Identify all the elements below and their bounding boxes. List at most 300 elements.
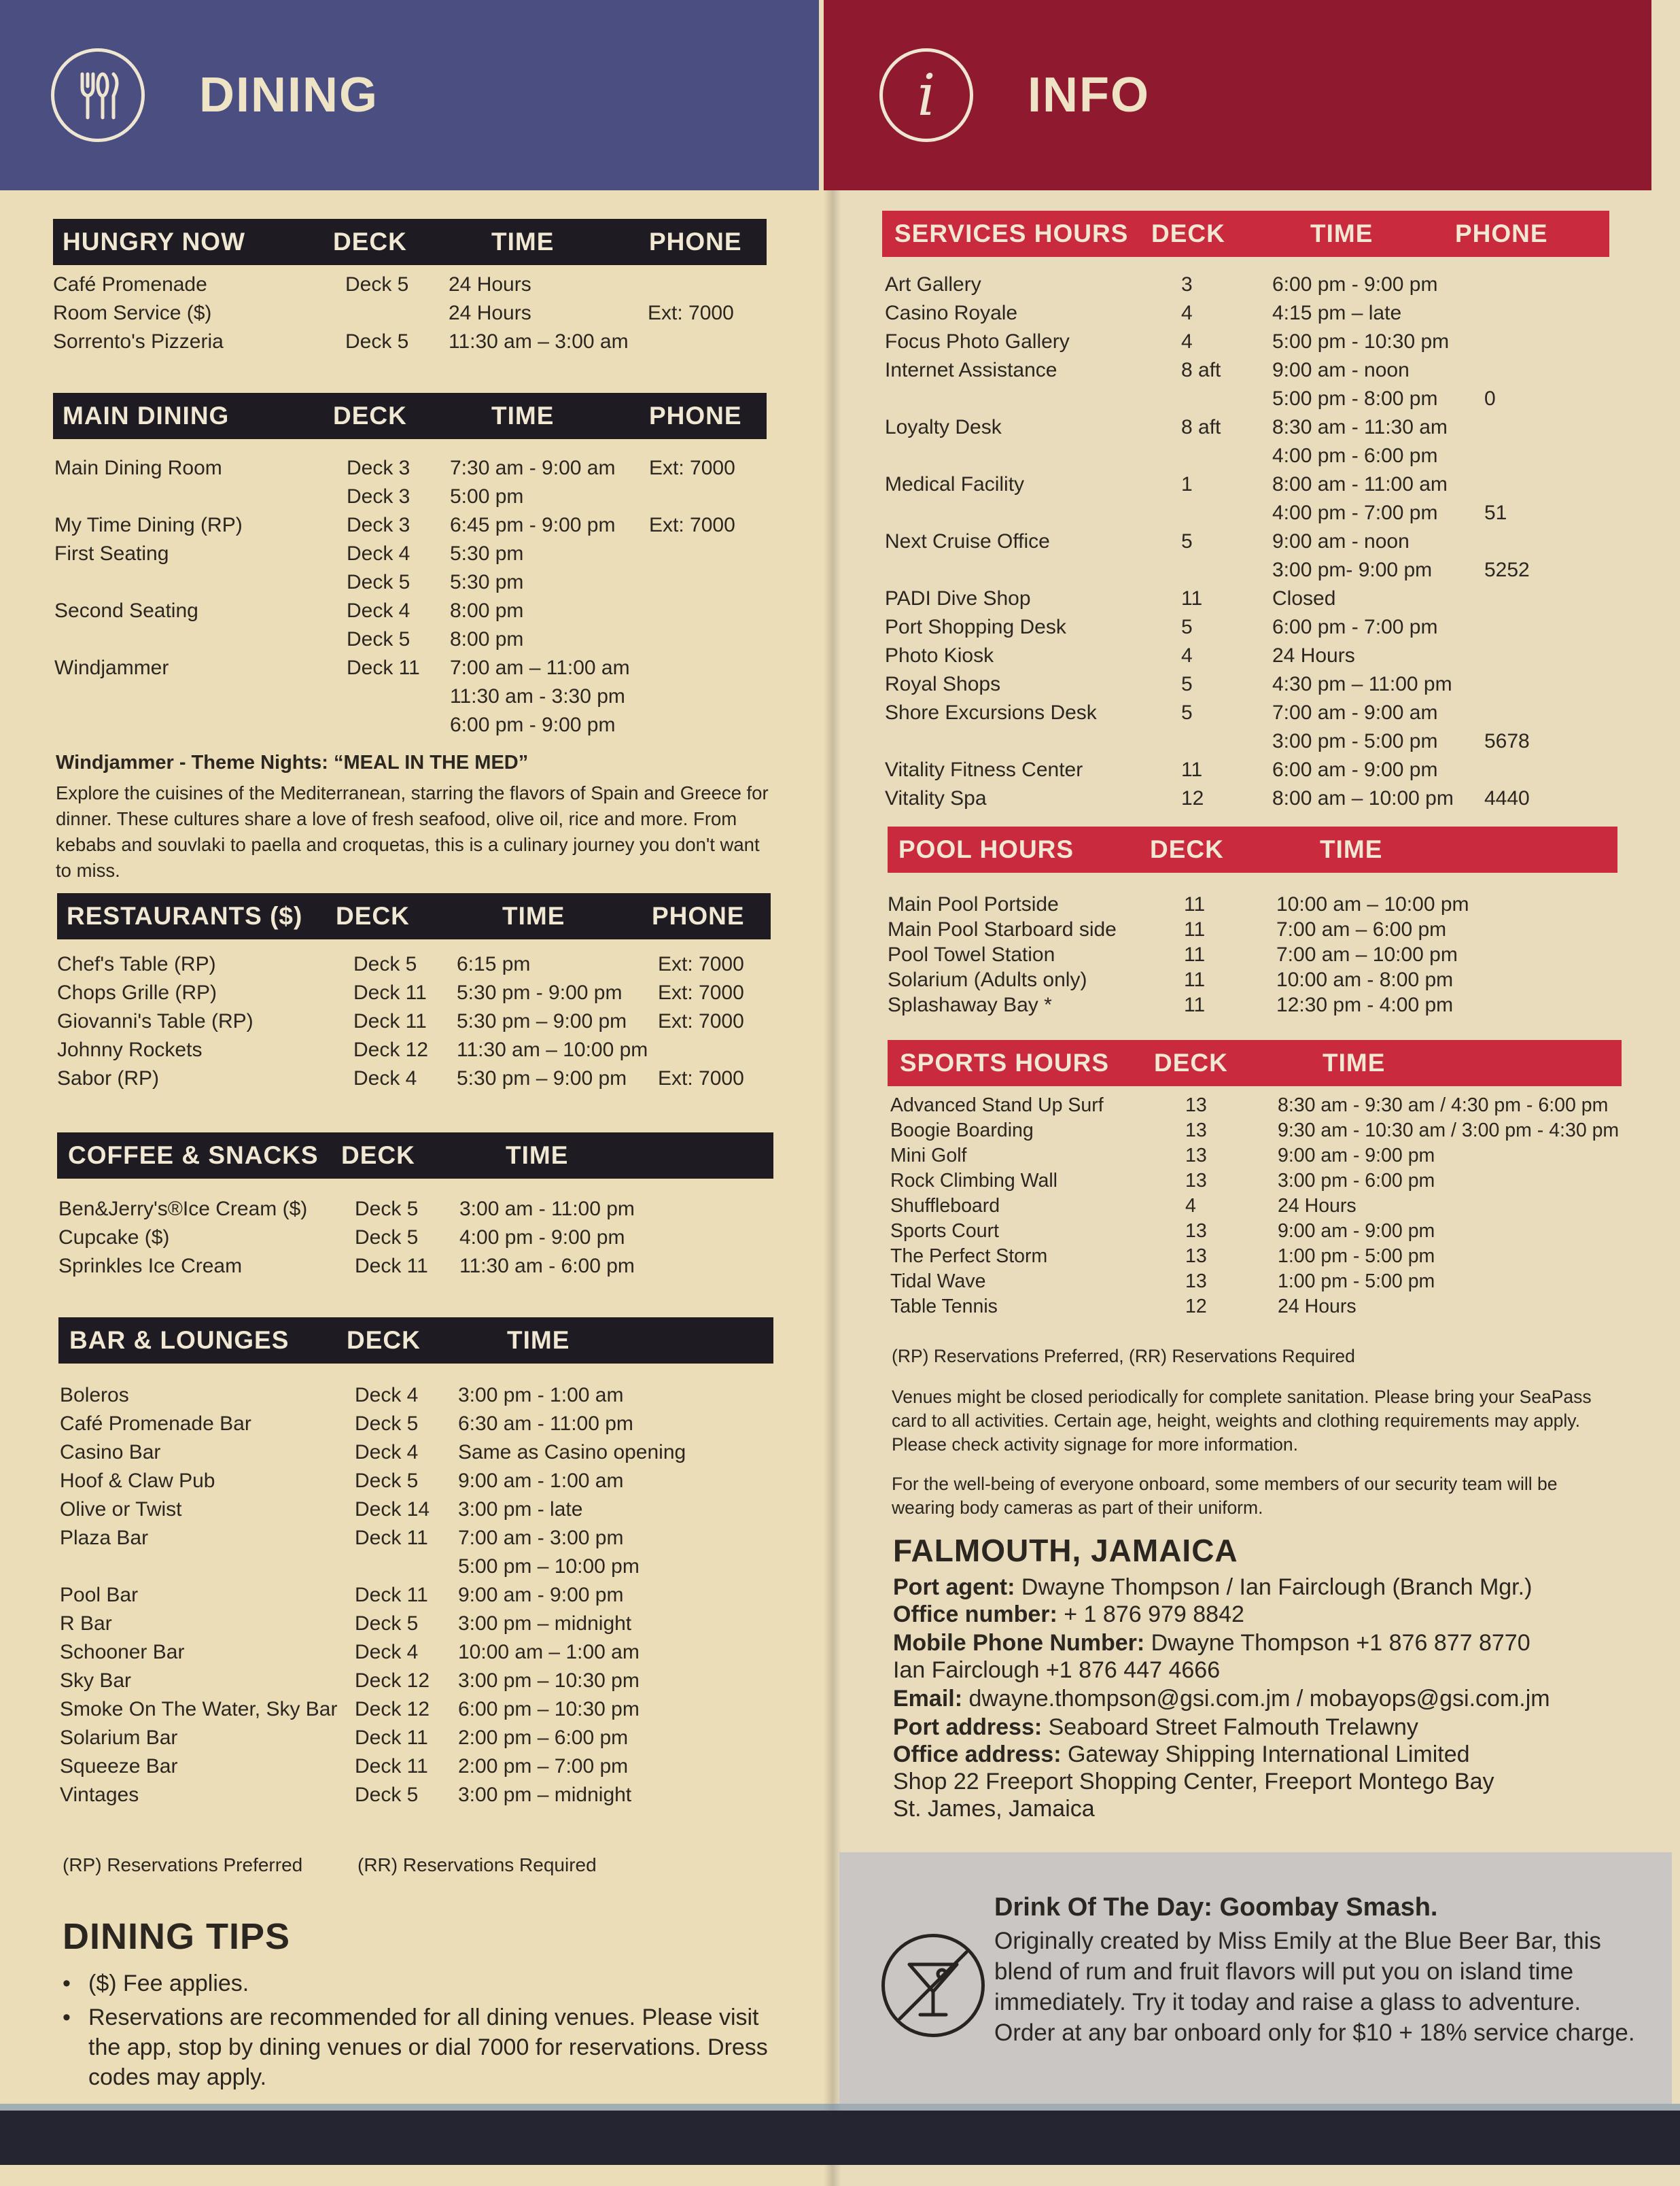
sport-name: Advanced Stand Up Surf (890, 1094, 1104, 1116)
service-phone: 5252 (1484, 559, 1530, 581)
sport-time: 3:00 pm - 6:00 pm (1278, 1170, 1435, 1192)
service-time: 4:00 pm - 6:00 pm (1272, 445, 1438, 467)
pool-time: 12:30 pm - 4:00 pm (1276, 994, 1454, 1016)
venue-name: Pool Bar (60, 1584, 139, 1606)
venue-deck: Deck 12 (355, 1669, 430, 1692)
venue-time: 11:30 am - 6:00 pm (459, 1255, 635, 1277)
venue-name: Schooner Bar (60, 1641, 185, 1663)
service-name: Internet Assistance (885, 359, 1057, 381)
table-row (885, 673, 1619, 700)
table-row (57, 1010, 777, 1037)
venue-name: Ben&Jerry's®Ice Cream ($) (58, 1198, 308, 1220)
venue-name: Johnny Rockets (57, 1039, 203, 1061)
port-address: Port address: Seaboard Street Falmouth Trelawny (893, 1714, 1418, 1740)
table-row (60, 1384, 780, 1411)
sport-deck: 13 (1185, 1220, 1207, 1242)
venue-deck: Deck 11 (355, 1255, 428, 1277)
cocktail-icon (881, 1934, 985, 2037)
pool-deck: 11 (1184, 893, 1206, 916)
venue-deck: Deck 5 (355, 1198, 419, 1220)
sport-time: 9:00 am - 9:00 pm (1278, 1145, 1435, 1166)
venue-phone: Ext: 7000 (658, 1067, 744, 1090)
sport-time: 9:30 am - 10:30 am / 3:00 pm - 4:30 pm (1278, 1120, 1620, 1141)
service-name: PADI Dive Shop (885, 587, 1031, 610)
table-row (890, 1245, 1624, 1272)
service-phone: 0 (1484, 387, 1496, 410)
venue-phone: Ext: 7000 (649, 514, 735, 536)
table-row (54, 685, 775, 712)
venue-name: Café Promenade (53, 273, 207, 296)
table-row (885, 730, 1619, 757)
venue-name: Cupcake ($) (58, 1226, 170, 1249)
venue-name: Sprinkles Ice Cream (58, 1255, 243, 1277)
bottom-strip (0, 2111, 1680, 2165)
service-phone: 4440 (1484, 787, 1530, 810)
service-deck: 4 (1181, 302, 1193, 324)
table-row (890, 1296, 1624, 1323)
venue-name: Smoke On The Water, Sky Bar (60, 1698, 338, 1720)
sport-deck: 13 (1185, 1245, 1207, 1267)
sport-deck: 4 (1185, 1195, 1196, 1217)
bars-header: BAR & LOUNGES DECK TIME (58, 1317, 773, 1364)
venue-time: 6:30 am - 11:00 pm (458, 1412, 633, 1435)
service-time: 8:00 am – 10:00 pm (1272, 787, 1454, 810)
venue-time: 6:15 pm (457, 953, 531, 975)
table-row (885, 359, 1619, 386)
security-note: For the well-being of everyone onboard, some members of our security team will be wearing body cameras as part of their uniform. (892, 1474, 1558, 1518)
table-row (60, 1441, 780, 1468)
venue-time: 5:00 pm (450, 485, 524, 508)
port-agent: Port agent: Dwayne Thompson / Ian Fairclough (Branch Mgr.) (893, 1574, 1533, 1600)
sport-name: Sports Court (890, 1220, 999, 1242)
service-time: 8:00 am - 11:00 am (1272, 473, 1448, 496)
table-row (885, 616, 1619, 643)
pool-deck: 11 (1184, 994, 1206, 1016)
pool-name: Solarium (Adults only) (888, 969, 1087, 991)
venue-time: 5:00 pm – 10:00 pm (458, 1555, 640, 1578)
table-row (60, 1412, 780, 1440)
table-row (885, 701, 1619, 729)
drink-text: Originally created by Miss Emily at the Blue Beer Bar, this blend of rum and fruit flavors will put you on island time immediately. Try it today and raise a glass to adventure. Order at any bar onboard only for $10 + 18% service charge. (994, 1928, 1635, 2046)
table-row (885, 273, 1619, 300)
table-row (60, 1527, 780, 1554)
venue-name: R Bar (60, 1612, 112, 1635)
sports-header: SPORTS HOURS DECK TIME (888, 1040, 1622, 1086)
venue-time: 2:00 pm – 6:00 pm (458, 1727, 629, 1749)
table-row (885, 644, 1619, 672)
service-time: 9:00 am - noon (1272, 359, 1410, 381)
service-deck: 3 (1181, 273, 1193, 296)
pool-time: 10:00 am - 8:00 pm (1276, 969, 1454, 991)
pool-time: 10:00 am – 10:00 pm (1276, 893, 1469, 916)
venue-time: 3:00 pm – midnight (458, 1612, 632, 1635)
service-time: 3:00 pm - 5:00 pm (1272, 730, 1438, 752)
windjammer-theme-title: Windjammer - Theme Nights: “MEAL IN THE MED” (56, 752, 529, 774)
venue-name: Café Promenade Bar (60, 1412, 251, 1435)
hungry-now-header: HUNGRY NOW DECK TIME PHONE (53, 219, 767, 265)
venue-name: Room Service ($) (53, 302, 212, 324)
bottom-accent-line (0, 2104, 1680, 2111)
table-row (54, 571, 775, 598)
table-row (60, 1727, 780, 1754)
table-row (888, 893, 1622, 920)
service-time: 6:00 am - 9:00 pm (1272, 759, 1438, 781)
main-dining-header: MAIN DINING DECK TIME PHONE (53, 393, 767, 439)
venue-phone: Ext: 7000 (658, 982, 744, 1004)
table-row (54, 542, 775, 570)
table-row (57, 1067, 777, 1094)
sport-deck: 13 (1185, 1270, 1207, 1292)
table-row (57, 982, 777, 1009)
table-row (60, 1584, 780, 1611)
venue-time: 9:00 am - 9:00 pm (458, 1584, 624, 1606)
pool-name: Main Pool Portside (888, 893, 1059, 916)
venue-time: 6:45 pm - 9:00 pm (450, 514, 616, 536)
table-row (888, 943, 1622, 971)
table-row (54, 485, 775, 513)
venue-phone: Ext: 7000 (658, 953, 744, 975)
venue-deck: Deck 5 (345, 273, 409, 296)
table-row (885, 587, 1619, 614)
service-deck: 5 (1181, 673, 1193, 695)
venue-name: Boleros (60, 1384, 129, 1406)
venue-time: 3:00 pm – midnight (458, 1784, 632, 1806)
venue-name: Second Seating (54, 600, 198, 622)
service-deck: 8 aft (1181, 416, 1221, 438)
venue-phone: Ext: 7000 (649, 457, 735, 479)
service-name: Vitality Fitness Center (885, 759, 1083, 781)
venue-time: 24 Hours (449, 302, 531, 324)
venue-time: 9:00 am - 1:00 am (458, 1470, 624, 1492)
drink-title: Drink Of The Day: Goombay Smash. (994, 1893, 1438, 1922)
sport-name: Boogie Boarding (890, 1120, 1034, 1141)
venue-deck: Deck 11 (347, 657, 420, 679)
venue-time: 5:30 pm (450, 571, 524, 593)
table-row (60, 1784, 780, 1811)
venue-name: Hoof & Claw Pub (60, 1470, 215, 1492)
venue-deck: Deck 5 (347, 628, 410, 650)
service-deck: 5 (1181, 616, 1193, 638)
venue-time: 24 Hours (449, 273, 531, 296)
venue-time: 5:30 pm (450, 542, 524, 565)
venue-time: 6:00 pm - 9:00 pm (450, 714, 616, 736)
dining-banner (0, 0, 819, 190)
table-row (888, 969, 1622, 996)
sport-time: 9:00 am - 9:00 pm (1278, 1220, 1435, 1242)
venue-deck: Deck 4 (355, 1384, 419, 1406)
service-deck: 5 (1181, 701, 1193, 724)
venue-time: 2:00 pm – 7:00 pm (458, 1755, 629, 1777)
sport-time: 24 Hours (1278, 1195, 1357, 1217)
service-time: 8:30 am - 11:30 am (1272, 416, 1448, 438)
restaurants-header: RESTAURANTS ($) DECK TIME PHONE (57, 893, 771, 939)
venue-name: Sabor (RP) (57, 1067, 160, 1090)
table-row (885, 787, 1619, 814)
service-deck: 12 (1181, 787, 1204, 810)
tip-item: • Reservations are recommended for all dining venues. Please visit the app, stop by dining venues or dial 7000 for reservations. Dress codes may apply. (63, 2002, 783, 2092)
service-name: Port Shopping Desk (885, 616, 1066, 638)
venue-deck: Deck 5 (353, 953, 417, 975)
venue-time: 7:30 am - 9:00 am (450, 457, 616, 479)
table-row (890, 1120, 1624, 1147)
venue-deck: Deck 3 (347, 457, 410, 479)
venue-time: 11:30 am – 3:00 am (449, 330, 629, 353)
venue-name: Main Dining Room (54, 457, 222, 479)
venue-name: Sorrento's Pizzeria (53, 330, 224, 353)
venue-time: Same as Casino opening (458, 1441, 686, 1463)
service-deck: 4 (1181, 644, 1193, 667)
table-row (54, 657, 775, 684)
venue-time: 7:00 am - 3:00 pm (458, 1527, 624, 1549)
service-time: 3:00 pm- 9:00 pm (1272, 559, 1433, 581)
venue-time: 3:00 pm - 1:00 am (458, 1384, 624, 1406)
venue-deck: Deck 11 (355, 1755, 428, 1777)
venue-deck: Deck 5 (355, 1784, 419, 1806)
dining-tips-list (63, 1968, 783, 2096)
office-address: Office address: Gateway Shipping International Limited (893, 1741, 1470, 1767)
service-deck: 5 (1181, 530, 1193, 553)
venue-deck: Deck 11 (355, 1527, 428, 1549)
table-row (890, 1094, 1624, 1122)
port-mobile-2: Ian Fairclough +1 876 447 4666 (893, 1657, 1221, 1683)
service-time: 5:00 pm - 10:30 pm (1272, 330, 1450, 353)
table-row (885, 445, 1619, 472)
sport-name: Shuffleboard (890, 1195, 1000, 1217)
table-row (60, 1498, 780, 1525)
drink-of-the-day (839, 1852, 1672, 2104)
venue-deck: Deck 4 (355, 1641, 419, 1663)
table-row (54, 628, 775, 655)
dining-title: DINING (199, 68, 379, 122)
venue-deck: Deck 4 (355, 1441, 419, 1463)
table-row (890, 1195, 1624, 1222)
table-row (890, 1170, 1624, 1197)
sport-name: Tidal Wave (890, 1270, 986, 1292)
pool-deck: 11 (1184, 969, 1206, 991)
table-row (885, 387, 1619, 415)
dining-tips-title: DINING TIPS (63, 1916, 291, 1957)
pool-time: 7:00 am – 6:00 pm (1276, 918, 1447, 941)
table-row (54, 457, 775, 484)
pool-name: Pool Towel Station (888, 943, 1055, 966)
table-row (888, 918, 1622, 945)
service-phone: 5678 (1484, 730, 1530, 752)
venue-name: Sky Bar (60, 1669, 132, 1692)
service-time: 4:00 pm - 7:00 pm (1272, 502, 1438, 524)
table-row (53, 302, 773, 329)
table-row (888, 994, 1622, 1021)
table-row (890, 1145, 1624, 1172)
venue-time: 3:00 am - 11:00 pm (459, 1198, 635, 1220)
venue-deck: Deck 12 (355, 1698, 430, 1720)
venue-time: 10:00 am – 1:00 am (458, 1641, 640, 1663)
venue-name: Chops Grille (RP) (57, 982, 217, 1004)
office-address-line2: Shop 22 Freeport Shopping Center, Freeport Montego Bay (893, 1769, 1494, 1794)
service-time: 5:00 pm - 8:00 pm (1272, 387, 1438, 410)
venue-deck: Deck 14 (355, 1498, 430, 1521)
service-phone: 51 (1484, 502, 1507, 524)
table-row (885, 759, 1619, 786)
table-row (60, 1612, 780, 1640)
venue-deck: Deck 5 (347, 571, 410, 593)
service-time: 7:00 am - 9:00 am (1272, 701, 1438, 724)
venue-name: Squeeze Bar (60, 1755, 178, 1777)
service-name: Casino Royale (885, 302, 1018, 324)
venue-deck: Deck 5 (345, 330, 409, 353)
table-row (53, 273, 773, 300)
table-row (54, 600, 775, 627)
table-row (58, 1198, 779, 1225)
service-name: Royal Shops (885, 673, 1001, 695)
sport-time: 1:00 pm - 5:00 pm (1278, 1270, 1435, 1292)
table-row (60, 1669, 780, 1697)
table-row (60, 1641, 780, 1668)
table-row (60, 1470, 780, 1497)
venue-deck: Deck 11 (355, 1727, 428, 1749)
sport-time: 1:00 pm - 5:00 pm (1278, 1245, 1435, 1267)
pool-header: POOL HOURS DECK TIME (888, 827, 1617, 873)
info-icon: i (879, 48, 973, 142)
service-name: Shore Excursions Desk (885, 701, 1097, 724)
table-row (60, 1555, 780, 1582)
venue-time: 6:00 pm – 10:30 pm (458, 1698, 640, 1720)
sport-time: 24 Hours (1278, 1296, 1357, 1317)
venue-deck: Deck 12 (353, 1039, 429, 1061)
venue-time: 8:00 pm (450, 628, 524, 650)
venue-deck: Deck 11 (355, 1584, 428, 1606)
sport-deck: 13 (1185, 1094, 1207, 1116)
sport-name: Rock Climbing Wall (890, 1170, 1057, 1192)
service-name: Art Gallery (885, 273, 981, 296)
venue-name: Vintages (60, 1784, 139, 1806)
venue-name: Windjammer (54, 657, 169, 679)
venue-time: 5:30 pm – 9:00 pm (457, 1067, 627, 1090)
venue-deck: Deck 5 (355, 1470, 419, 1492)
office-address-line3: St. James, Jamaica (893, 1796, 1095, 1822)
table-row (57, 1039, 777, 1066)
venue-name: Giovanni's Table (RP) (57, 1010, 253, 1033)
service-time: Closed (1272, 587, 1336, 610)
venue-name: Chef's Table (RP) (57, 953, 216, 975)
table-row (60, 1755, 780, 1782)
table-row (54, 514, 775, 541)
venue-time: 3:00 pm - late (458, 1498, 583, 1521)
table-row (885, 530, 1619, 557)
venue-name: Plaza Bar (60, 1527, 149, 1549)
service-time: 4:30 pm – 11:00 pm (1272, 673, 1452, 695)
sport-name: Table Tennis (890, 1296, 998, 1317)
venue-time: 5:30 pm – 9:00 pm (457, 1010, 627, 1033)
info-title: INFO (1028, 68, 1150, 122)
venue-name: Olive or Twist (60, 1498, 182, 1521)
sanitation-note: Venues might be closed periodically for complete sanitation. Please bring your SeaPass card to all activities. Certain age, height, weights and clothing requirements may apply. Please check activity signage for more information. (892, 1387, 1592, 1455)
service-deck: 11 (1181, 759, 1203, 781)
service-time: 6:00 pm - 7:00 pm (1272, 616, 1438, 638)
venue-deck: Deck 11 (353, 982, 427, 1004)
table-row (58, 1226, 779, 1253)
utensils-icon (51, 48, 145, 142)
reservations-note: (RP) Reservations Preferred, (RR) Reservations Required (892, 1346, 1355, 1366)
venue-time: 7:00 am – 11:00 am (450, 657, 630, 679)
venue-deck: Deck 4 (353, 1067, 417, 1090)
table-row (885, 559, 1619, 586)
table-row (54, 714, 775, 741)
service-time: 4:15 pm – late (1272, 302, 1402, 324)
info-banner (824, 0, 1651, 190)
sport-deck: 13 (1185, 1145, 1207, 1166)
venue-phone: Ext: 7000 (648, 302, 734, 324)
table-row (53, 330, 773, 358)
sport-time: 8:30 am - 9:30 am / 4:30 pm - 6:00 pm (1278, 1094, 1609, 1116)
venue-deck: Deck 4 (347, 600, 410, 622)
venue-deck: Deck 5 (355, 1412, 419, 1435)
service-name: Focus Photo Gallery (885, 330, 1070, 353)
table-row (890, 1270, 1624, 1298)
table-row (885, 473, 1619, 500)
table-row (885, 416, 1619, 443)
venue-time: 8:00 pm (450, 600, 524, 622)
venue-deck: Deck 3 (347, 485, 410, 508)
venue-phone: Ext: 7000 (658, 1010, 744, 1033)
venue-deck: Deck 5 (355, 1226, 419, 1249)
pool-deck: 11 (1184, 918, 1206, 941)
port-mobile: Mobile Phone Number: Dwayne Thompson +1 876 877 8770 (893, 1630, 1530, 1656)
venue-deck: Deck 4 (347, 542, 410, 565)
port-title: FALMOUTH, JAMAICA (893, 1533, 1238, 1568)
legend-rp: (RP) Reservations Preferred (63, 1854, 303, 1875)
service-time: 6:00 pm - 9:00 pm (1272, 273, 1438, 296)
venue-name: First Seating (54, 542, 169, 565)
tip-item: • ($) Fee applies. (63, 1968, 783, 1998)
coffee-header: COFFEE & SNACKS DECK TIME (57, 1132, 773, 1179)
pool-time: 7:00 am – 10:00 pm (1276, 943, 1458, 966)
pool-name: Main Pool Starboard side (888, 918, 1117, 941)
sport-deck: 13 (1185, 1120, 1207, 1141)
service-name: Next Cruise Office (885, 530, 1050, 553)
table-row (57, 953, 777, 980)
pool-deck: 11 (1184, 943, 1206, 966)
windjammer-theme-text: Explore the cuisines of the Mediterranean, starring the flavors of Spain and Greece for dinner. These cultures share a love of fresh seafood, olive oil, rice and more. From kebabs and souvlaki to paella and croquetas, this is a culinary journey you don't want to miss. (56, 782, 769, 881)
sport-deck: 12 (1185, 1296, 1207, 1317)
venue-name: Casino Bar (60, 1441, 161, 1463)
venue-name: My Time Dining (RP) (54, 514, 243, 536)
pool-name: Splashaway Bay * (888, 994, 1052, 1016)
service-name: Photo Kiosk (885, 644, 994, 667)
table-row (885, 302, 1619, 329)
venue-time: 11:30 am - 3:30 pm (450, 685, 625, 708)
venue-name: Solarium Bar (60, 1727, 178, 1749)
services-header: SERVICES HOURS DECK TIME PHONE (882, 211, 1609, 257)
port-email: Email: dwayne.thompson@gsi.com.jm / mobayops@gsi.com.jm (893, 1686, 1550, 1712)
legend-rr: (RR) Reservations Required (357, 1854, 597, 1875)
venue-deck: Deck 3 (347, 514, 410, 536)
table-row (885, 502, 1619, 529)
sport-name: Mini Golf (890, 1145, 967, 1166)
service-name: Medical Facility (885, 473, 1025, 496)
venue-time: 3:00 pm – 10:30 pm (458, 1669, 640, 1692)
service-time: 9:00 am - noon (1272, 530, 1410, 553)
venue-deck: Deck 5 (355, 1612, 419, 1635)
service-deck: 8 aft (1181, 359, 1221, 381)
service-deck: 4 (1181, 330, 1193, 353)
venue-deck: Deck 11 (353, 1010, 427, 1033)
sport-deck: 13 (1185, 1170, 1207, 1192)
venue-time: 4:00 pm - 9:00 pm (459, 1226, 625, 1249)
port-office-number: Office number: + 1 876 979 8842 (893, 1601, 1244, 1627)
table-row (890, 1220, 1624, 1247)
service-time: 24 Hours (1272, 644, 1355, 667)
service-name: Loyalty Desk (885, 416, 1002, 438)
